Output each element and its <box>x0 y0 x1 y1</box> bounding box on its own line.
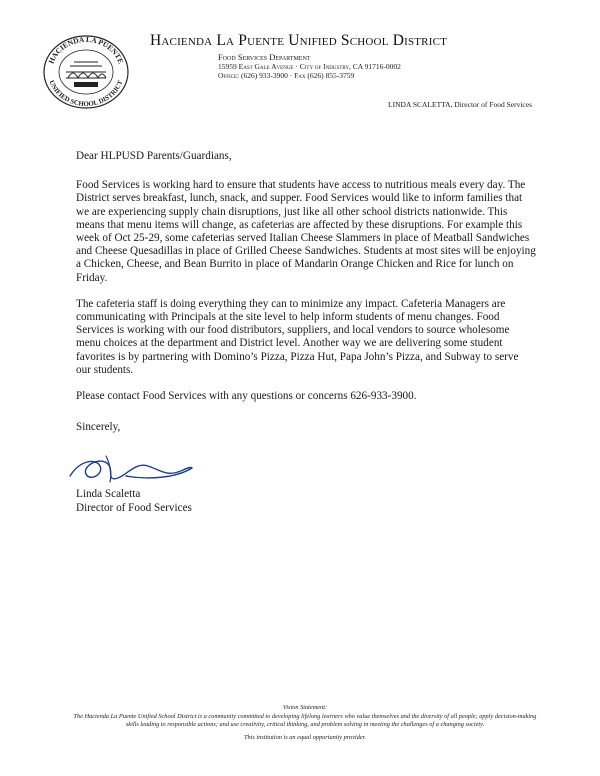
closing: Sincerely, <box>76 421 121 434</box>
director-line: LINDA SCALETTA, Director of Food Services <box>388 100 532 109</box>
district-address: 15959 East Gale Avenue · City of Industry, CA 91716-0002 <box>218 62 401 71</box>
footer <box>70 704 540 742</box>
salutation: Dear HLPUSD Parents/Guardians, <box>76 150 232 162</box>
paragraph-supply-chain: Food Services is working hard to ensure that students have access to nutritious meals every day. The District serves breakfast, lunch, snack, and supper. Food Services would like to inform families that we are experiencing supply chain disruptions, just like all other school districts nationwide. This means that menu items will change, as cafeterias are affected by these disruptions. For example this week of Oct 25-29, some cafeterias served Italian Cheese Slammers in place of Meatball Sandwiches and Cheese Quesadillas in place of Grilled Cheese Sandwiches. Students at most sites will be enjoying a Chicken, Cheese, and Bean Burrito in place of Mandarin Orange Chicken and Rice for lunch on Friday. <box>76 179 536 284</box>
district-phone-fax: Office: (626) 933-3900 · Fax (626) 855-3759 <box>218 71 355 80</box>
vision-heading: Vision Statement: <box>282 704 328 711</box>
paragraph-cafeteria-staff: The cafeteria staff is doing everything they can to minimize any impact. Cafeteria Managers are communicating with Principals at the site level to help inform students of menu changes. Food Services is working with our food distributors, suppliers, and local vendors to source wholesome menu choices at the department and District level. Another way we are delivering some student favorites is by partnering with Domino’s Pizza, Pizza Hut, Papa John’s Pizza, and Subway to serve our students. <box>76 297 519 376</box>
department-name: Food Services Department <box>218 52 311 62</box>
equal-opportunity-statement: This institution is an equal opportunity provider. <box>243 734 367 741</box>
signer-name: Linda Scaletta <box>76 488 141 500</box>
signer-title: Director of Food Services <box>76 502 192 514</box>
svg-text:HACIENDA LA PUENTE: HACIENDA LA PUENTE <box>46 34 126 65</box>
district-seal-logo <box>40 28 132 110</box>
paragraph-contact: Please contact Food Services with any questions or concerns 626-933-3900. <box>76 390 417 403</box>
letter-body <box>76 150 536 434</box>
svg-text:UNIFIED SCHOOL DISTRICT: UNIFIED SCHOOL DISTRICT <box>47 79 125 108</box>
handwritten-signature <box>66 452 196 486</box>
district-name: Hacienda La Puente Unified School District <box>150 32 448 49</box>
vision-statement: The Hacienda La Puente Unified School District is a community committed to developing lifelong learners who value themselves and the diversity of all people; apply decision-making skills leading to responsible actions; and use creativity, critical thinking, and problem solving in meeting the challenges of a changing society. <box>73 713 537 728</box>
